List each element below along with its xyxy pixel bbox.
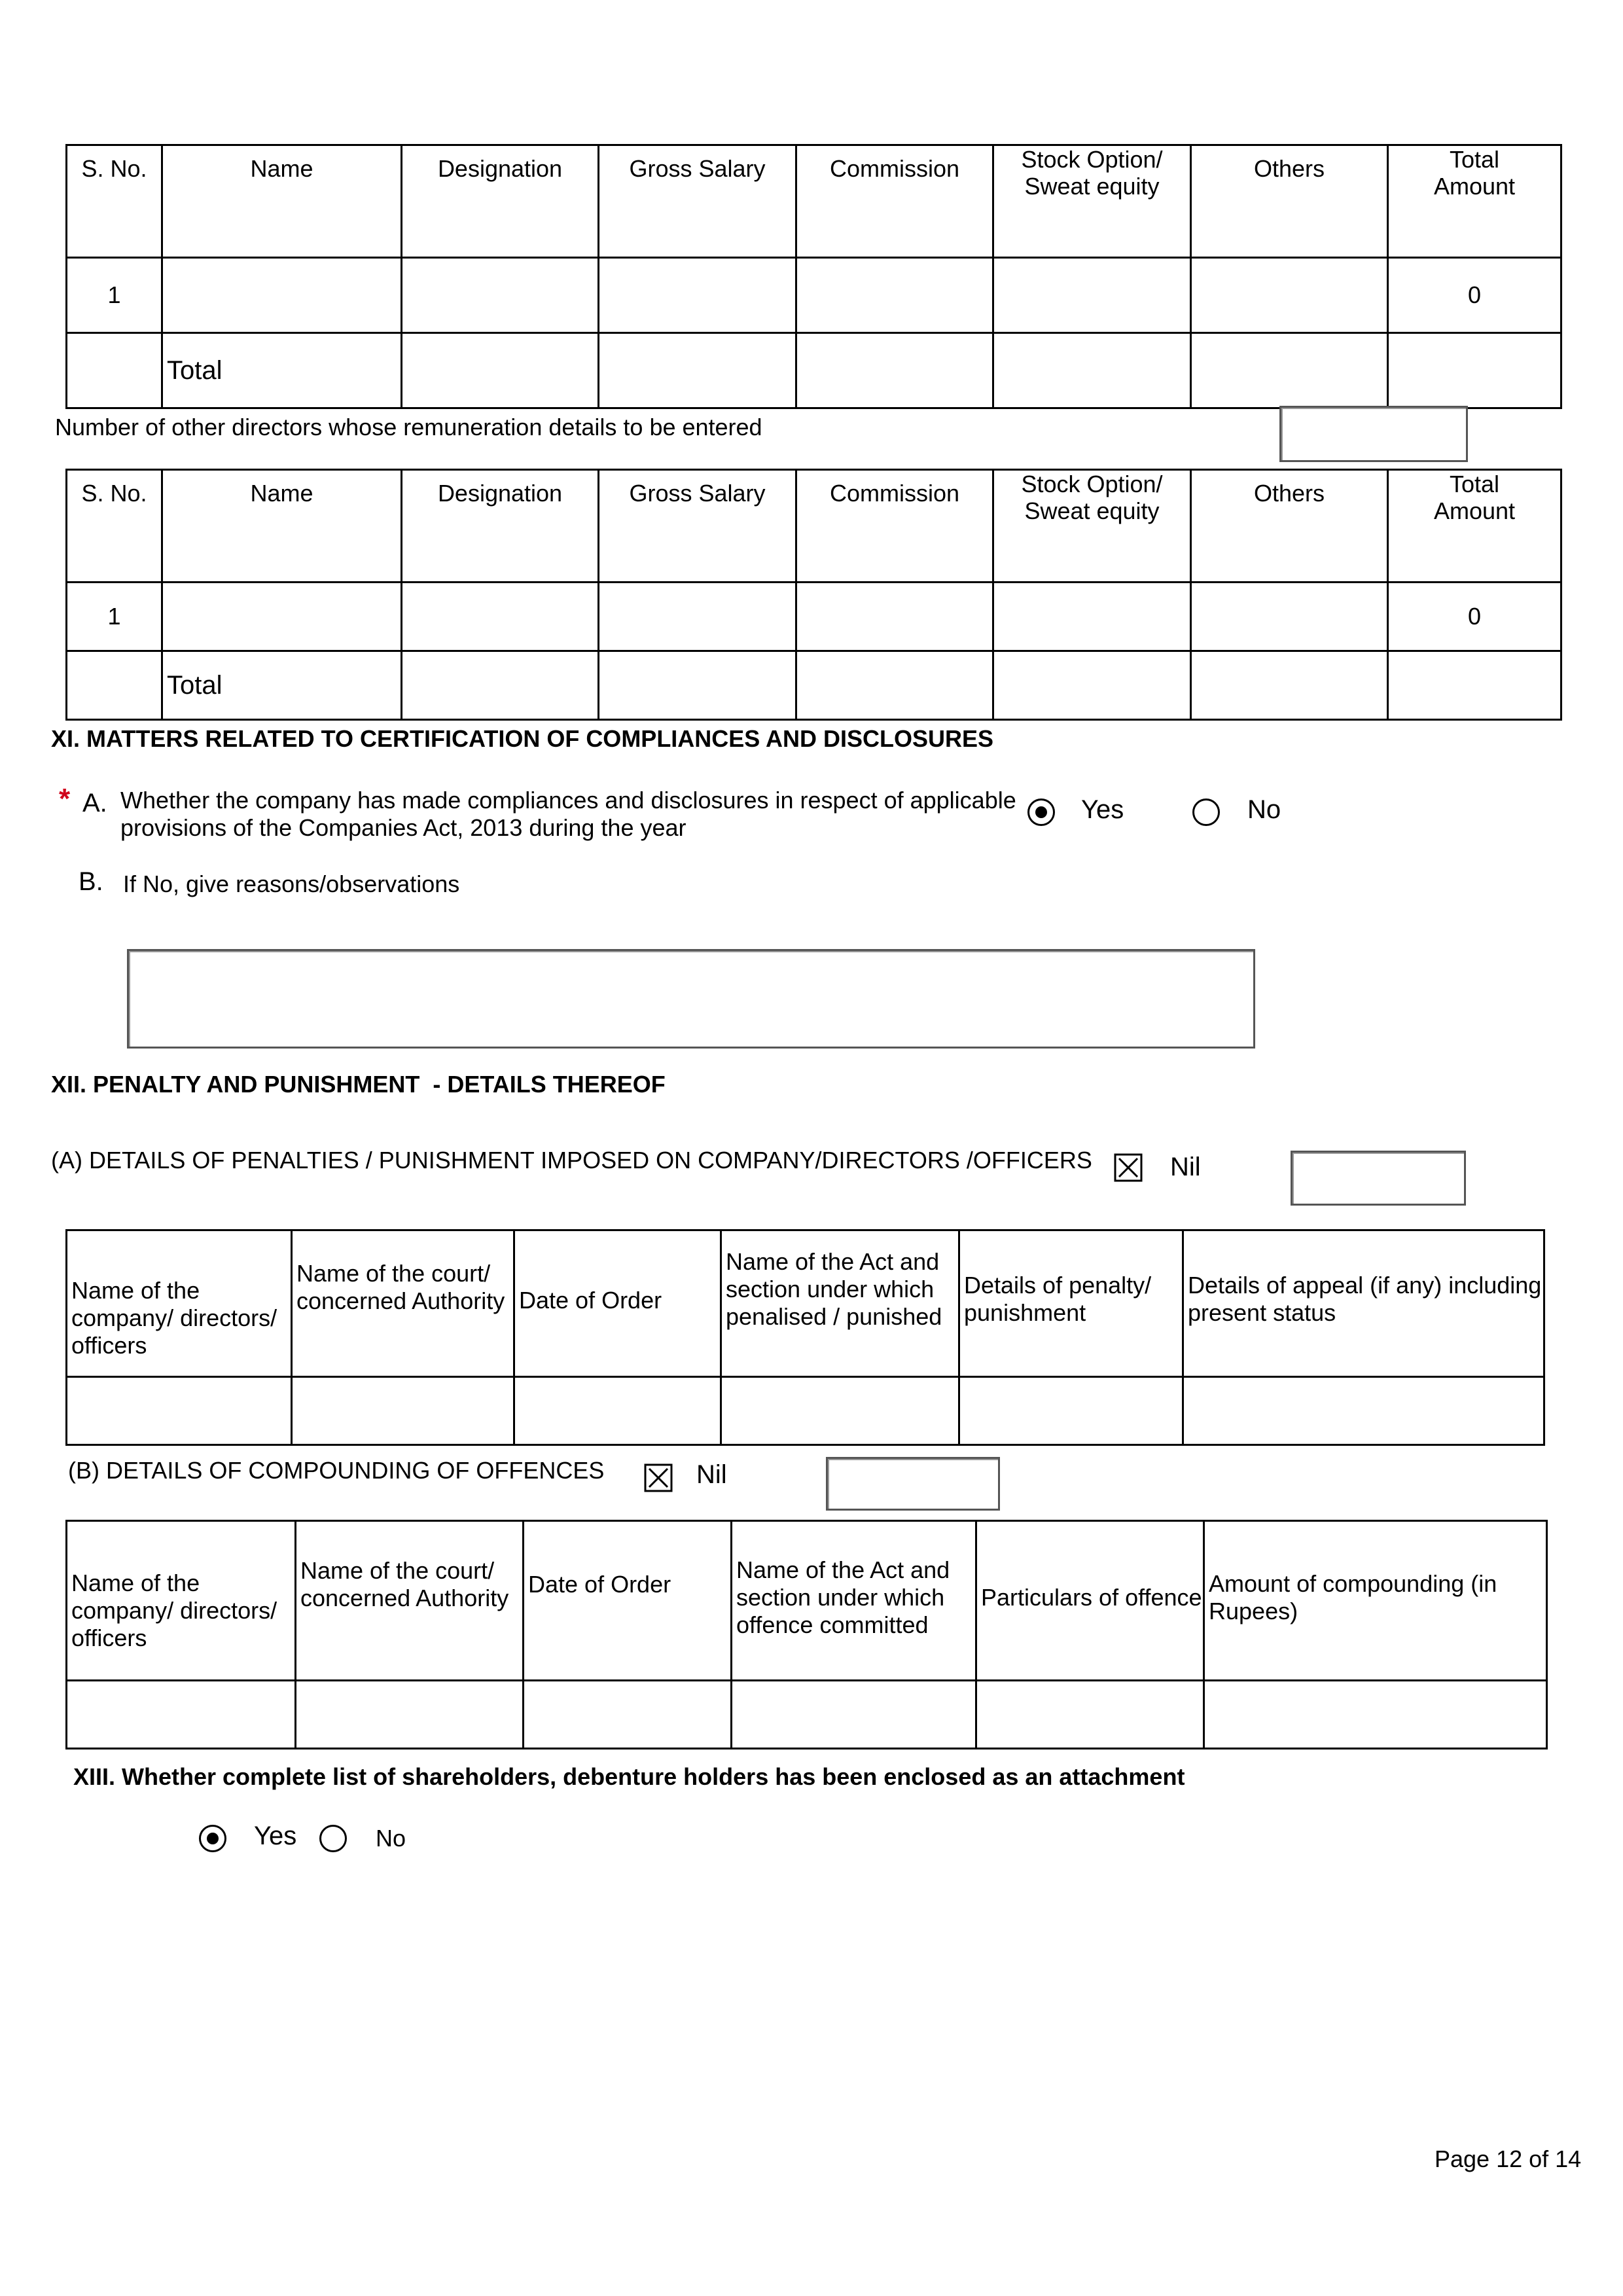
compounding-cell[interactable] [296, 1681, 524, 1749]
header-particulars-offence: Particulars of offence [976, 1521, 1204, 1681]
compounding-cell[interactable] [524, 1681, 732, 1749]
header-date-of-order: Date of Order [514, 1230, 721, 1377]
penalty-cell[interactable] [1183, 1377, 1544, 1445]
header-penalty-details: Details of penalty/ punishment [959, 1230, 1183, 1377]
total-amount-cell: 0 [1388, 258, 1561, 333]
xii-b-count-input[interactable] [826, 1457, 1000, 1511]
compounding-table [65, 1520, 1548, 1749]
stock-option-cell[interactable] [993, 258, 1191, 333]
penalty-cell[interactable] [67, 1377, 292, 1445]
header-court-authority: Name of the court/ concerned Authority [292, 1230, 514, 1377]
header-gross-salary: Gross Salary [599, 145, 796, 258]
name-cell[interactable] [162, 258, 402, 333]
remuneration-table-2 [65, 469, 1562, 721]
xiii-no-radio[interactable] [319, 1825, 347, 1852]
xi-yes-radio[interactable] [1027, 798, 1055, 826]
required-asterisk: * [59, 783, 71, 815]
xiii-no-label: No [376, 1825, 406, 1852]
compounding-cell[interactable] [732, 1681, 976, 1749]
header-commission: Commission [796, 470, 993, 583]
others-cell[interactable] [1191, 583, 1388, 651]
total-empty-cell [67, 651, 162, 720]
header-total-amount: Total Amount [1388, 470, 1561, 583]
compounding-cell[interactable] [67, 1681, 296, 1749]
xii-b-nil-label: Nil [696, 1460, 727, 1489]
header-company-directors: Name of the company/ directors/ officers [67, 1521, 296, 1681]
header-sno: S. No. [67, 145, 162, 258]
header-others: Others [1191, 145, 1388, 258]
header-sno: S. No. [67, 470, 162, 583]
designation-cell[interactable] [402, 583, 599, 651]
xii-b-nil-checkbox[interactable] [644, 1463, 673, 1492]
header-gross-salary: Gross Salary [599, 470, 796, 583]
header-stock-option: Stock Option/ Sweat equity [993, 145, 1191, 258]
gross-salary-cell[interactable] [599, 258, 796, 333]
penalty-cell[interactable] [514, 1377, 721, 1445]
total-empty-cell [67, 333, 162, 408]
commission-cell[interactable] [796, 583, 993, 651]
designation-cell[interactable] [402, 258, 599, 333]
header-designation: Designation [402, 145, 599, 258]
xi-reasons-textarea[interactable] [127, 949, 1255, 1049]
header-others: Others [1191, 470, 1388, 583]
others-cell[interactable] [1191, 258, 1388, 333]
radio-selected-dot [207, 1833, 219, 1844]
other-directors-count-input[interactable] [1279, 406, 1468, 462]
section-xi-a-marker: A. [82, 789, 107, 817]
other-directors-label: Number of other directors whose remuneration details to be entered [55, 414, 762, 440]
penalty-cell[interactable] [721, 1377, 959, 1445]
header-company-directors: Name of the company/ directors/ officers [67, 1230, 292, 1377]
xi-yes-label: Yes [1081, 795, 1124, 824]
total-label: Total [162, 333, 402, 408]
compounding-cell[interactable] [1204, 1681, 1547, 1749]
header-name: Name [162, 145, 402, 258]
section-xiii-title: XIII. Whether complete list of shareholders, debenture holders has been enclosed as an attachment [73, 1763, 1185, 1790]
header-court-authority: Name of the court/ concerned Authority [296, 1521, 524, 1681]
compounding-cell[interactable] [976, 1681, 1204, 1749]
xi-no-radio[interactable] [1192, 798, 1220, 826]
header-name: Name [162, 470, 402, 583]
xii-a-nil-checkbox[interactable] [1114, 1153, 1143, 1182]
gross-salary-cell[interactable] [599, 583, 796, 651]
section-xi-b-marker: B. [79, 867, 103, 896]
row-sno: 1 [67, 258, 162, 333]
xiii-yes-radio[interactable] [199, 1825, 226, 1852]
commission-cell[interactable] [796, 258, 993, 333]
remuneration-table-1 [65, 144, 1562, 409]
section-xii-b-title: (B) DETAILS OF COMPOUNDING OF OFFENCES [68, 1457, 605, 1484]
section-xii-title: XII. PENALTY AND PUNISHMENT - DETAILS THEREOF [51, 1071, 666, 1098]
xii-a-count-input[interactable] [1291, 1151, 1466, 1206]
header-stock-option: Stock Option/ Sweat equity [993, 470, 1191, 583]
penalty-cell[interactable] [292, 1377, 514, 1445]
total-label: Total [162, 651, 402, 720]
row-sno: 1 [67, 583, 162, 651]
page-number: Page 12 of 14 [1435, 2145, 1582, 2172]
section-xi-b-label: If No, give reasons/observations [123, 870, 460, 897]
header-designation: Designation [402, 470, 599, 583]
name-cell[interactable] [162, 583, 402, 651]
section-xi-a-question-line2: provisions of the Companies Act, 2013 during the year [120, 814, 687, 841]
total-amount-cell: 0 [1388, 583, 1561, 651]
section-xii-a-title: (A) DETAILS OF PENALTIES / PUNISHMENT IMPOSED ON COMPANY/DIRECTORS /OFFICERS [51, 1147, 1092, 1174]
xiii-yes-label: Yes [254, 1821, 297, 1850]
header-compounding-amount: Amount of compounding (in Rupees) [1204, 1521, 1547, 1681]
penalty-cell[interactable] [959, 1377, 1183, 1445]
stock-option-cell[interactable] [993, 583, 1191, 651]
header-act-section: Name of the Act and section under which penalised / punished [721, 1230, 959, 1377]
header-act-section: Name of the Act and section under which offence committed [732, 1521, 976, 1681]
header-total-amount: Total Amount [1388, 145, 1561, 258]
section-xi-title: XI. MATTERS RELATED TO CERTIFICATION OF COMPLIANCES AND DISCLOSURES [51, 725, 994, 752]
xii-a-nil-label: Nil [1170, 1153, 1201, 1181]
xi-no-label: No [1247, 795, 1281, 824]
header-commission: Commission [796, 145, 993, 258]
radio-selected-dot [1035, 806, 1047, 818]
section-xi-a-question-line1: Whether the company has made compliances and disclosures in respect of applicable [120, 787, 1016, 814]
penalties-table [65, 1229, 1545, 1446]
header-date-of-order: Date of Order [524, 1521, 732, 1681]
header-appeal-details: Details of appeal (if any) including present status [1183, 1230, 1544, 1377]
